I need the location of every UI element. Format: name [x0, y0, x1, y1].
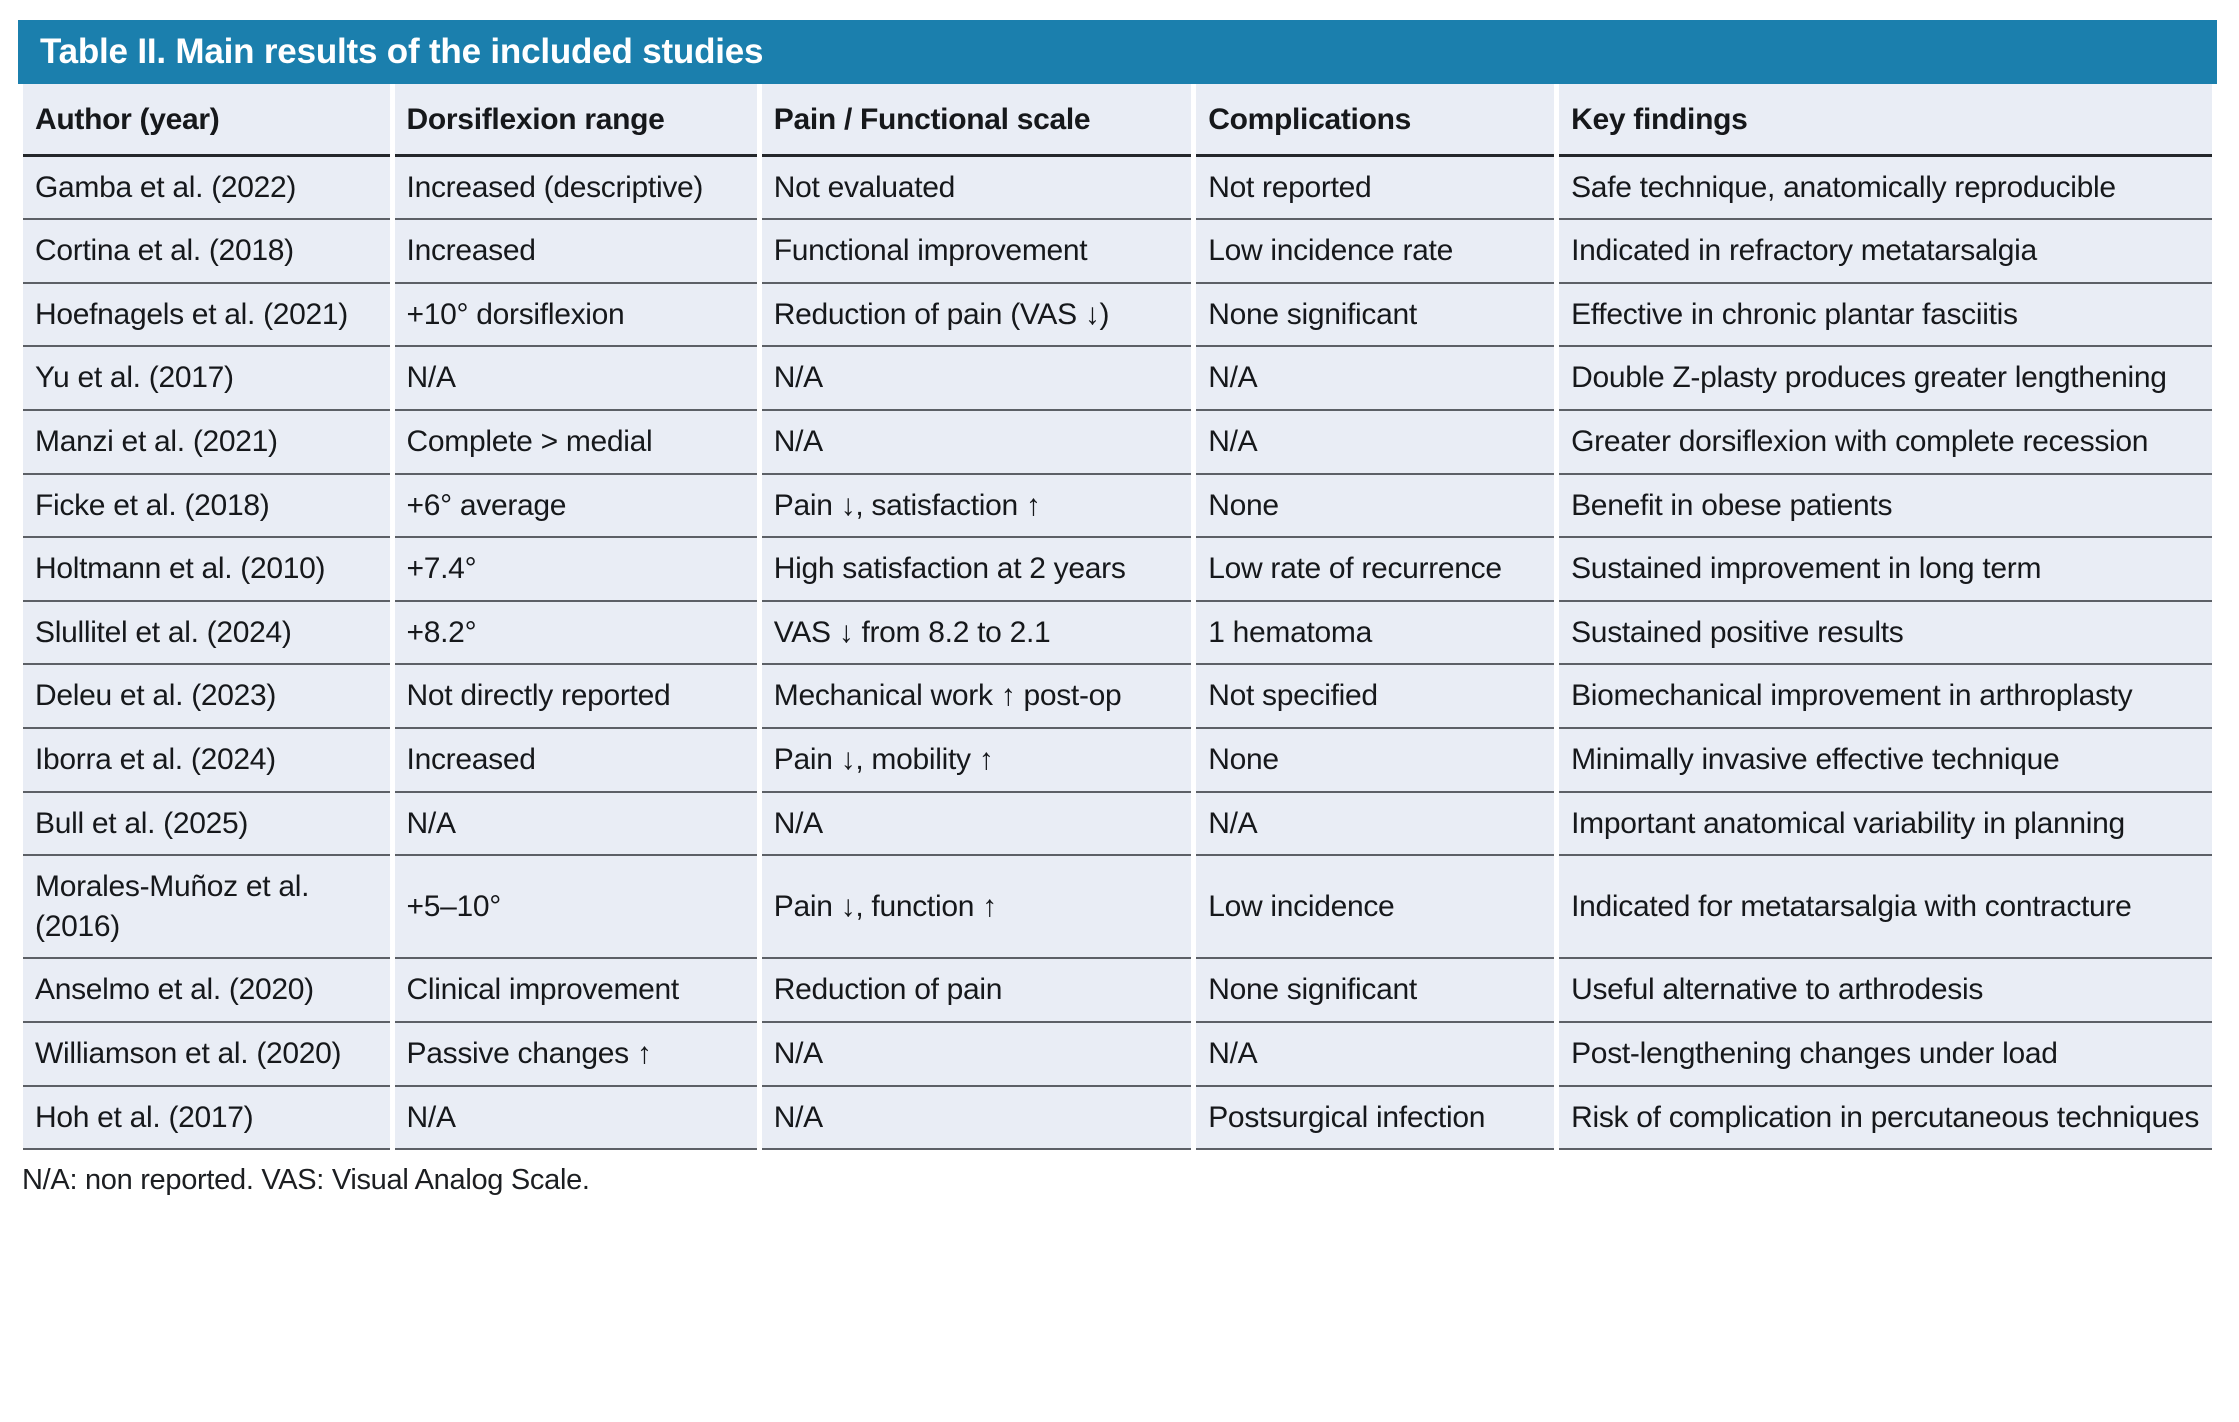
cell-key-findings: Sustained improvement in long term [1559, 538, 2212, 602]
cell-key-findings: Post-lengthening changes under load [1559, 1023, 2212, 1087]
cell-complications: N/A [1196, 411, 1554, 475]
cell-key-findings: Effective in chronic plantar fasciitis [1559, 284, 2212, 348]
column-header: Dorsiflexion range [395, 84, 757, 157]
cell-author: Williamson et al. (2020) [23, 1023, 390, 1087]
cell-dorsiflexion-range: N/A [395, 347, 757, 411]
cell-author: Holtmann et al. (2010) [23, 538, 390, 602]
cell-author: Cortina et al. (2018) [23, 220, 390, 284]
cell-pain-functional-scale: N/A [762, 1023, 1191, 1087]
cell-complications: None [1196, 729, 1554, 793]
cell-dorsiflexion-range: Passive changes ↑ [395, 1023, 757, 1087]
cell-author: Deleu et al. (2023) [23, 665, 390, 729]
table-row [23, 411, 2212, 475]
cell-key-findings: Important anatomical variability in planning [1559, 793, 2212, 857]
table-row [23, 729, 2212, 793]
cell-pain-functional-scale: Functional improvement [762, 220, 1191, 284]
cell-key-findings: Benefit in obese patients [1559, 475, 2212, 539]
table-title: Table II. Main results of the included studies [18, 20, 2217, 84]
cell-complications: Low rate of recurrence [1196, 538, 1554, 602]
cell-dorsiflexion-range: Increased [395, 220, 757, 284]
cell-key-findings: Useful alternative to arthrodesis [1559, 959, 2212, 1023]
cell-author: Iborra et al. (2024) [23, 729, 390, 793]
cell-complications: Low incidence [1196, 856, 1554, 959]
table-row [23, 959, 2212, 1023]
cell-author: Slullitel et al. (2024) [23, 602, 390, 666]
table-row [23, 347, 2212, 411]
cell-complications: N/A [1196, 347, 1554, 411]
cell-pain-functional-scale: Pain ↓, function ↑ [762, 856, 1191, 959]
cell-dorsiflexion-range: Not directly reported [395, 665, 757, 729]
cell-key-findings: Indicated for metatarsalgia with contracture [1559, 856, 2212, 959]
cell-author: Hoh et al. (2017) [23, 1087, 390, 1151]
column-header: Key findings [1559, 84, 2212, 157]
cell-complications: N/A [1196, 1023, 1554, 1087]
cell-pain-functional-scale: N/A [762, 793, 1191, 857]
table-row [23, 220, 2212, 284]
cell-pain-functional-scale: N/A [762, 1087, 1191, 1151]
table-row [23, 157, 2212, 221]
table-row [23, 856, 2212, 959]
table-row [23, 793, 2212, 857]
cell-pain-functional-scale: N/A [762, 347, 1191, 411]
cell-author: Anselmo et al. (2020) [23, 959, 390, 1023]
cell-author: Morales-Muñoz et al. (2016) [23, 856, 390, 959]
cell-dorsiflexion-range: Clinical improvement [395, 959, 757, 1023]
table-row [23, 665, 2212, 729]
cell-pain-functional-scale: N/A [762, 411, 1191, 475]
cell-author: Manzi et al. (2021) [23, 411, 390, 475]
cell-dorsiflexion-range: Complete > medial [395, 411, 757, 475]
cell-complications: None [1196, 475, 1554, 539]
cell-complications: None significant [1196, 959, 1554, 1023]
cell-key-findings: Safe technique, anatomically reproducible [1559, 157, 2212, 221]
cell-pain-functional-scale: Pain ↓, satisfaction ↑ [762, 475, 1191, 539]
table-row [23, 284, 2212, 348]
cell-dorsiflexion-range: +8.2° [395, 602, 757, 666]
cell-author: Ficke et al. (2018) [23, 475, 390, 539]
cell-pain-functional-scale: Reduction of pain (VAS ↓) [762, 284, 1191, 348]
studies-table [18, 84, 2217, 1150]
cell-key-findings: Risk of complication in percutaneous techniques [1559, 1087, 2212, 1151]
cell-author: Hoefnagels et al. (2021) [23, 284, 390, 348]
table-row [23, 538, 2212, 602]
header-row [23, 84, 2212, 157]
cell-dorsiflexion-range: N/A [395, 793, 757, 857]
cell-complications: 1 hematoma [1196, 602, 1554, 666]
cell-complications: Postsurgical infection [1196, 1087, 1554, 1151]
cell-author: Gamba et al. (2022) [23, 157, 390, 221]
cell-dorsiflexion-range: +6° average [395, 475, 757, 539]
cell-dorsiflexion-range: +10° dorsiflexion [395, 284, 757, 348]
cell-pain-functional-scale: Mechanical work ↑ post-op [762, 665, 1191, 729]
table-row [23, 1087, 2212, 1151]
cell-author: Bull et al. (2025) [23, 793, 390, 857]
cell-dorsiflexion-range: N/A [395, 1087, 757, 1151]
cell-pain-functional-scale: VAS ↓ from 8.2 to 2.1 [762, 602, 1191, 666]
cell-key-findings: Biomechanical improvement in arthroplasty [1559, 665, 2212, 729]
cell-complications: Not reported [1196, 157, 1554, 221]
table-row [23, 602, 2212, 666]
cell-dorsiflexion-range: Increased [395, 729, 757, 793]
column-header: Complications [1196, 84, 1554, 157]
cell-author: Yu et al. (2017) [23, 347, 390, 411]
cell-pain-functional-scale: High satisfaction at 2 years [762, 538, 1191, 602]
cell-key-findings: Double Z-plasty produces greater lengthening [1559, 347, 2212, 411]
results-table [18, 20, 2217, 1150]
cell-dorsiflexion-range: +7.4° [395, 538, 757, 602]
cell-key-findings: Sustained positive results [1559, 602, 2212, 666]
table-body [23, 157, 2212, 1151]
column-header: Pain / Functional scale [762, 84, 1191, 157]
cell-complications: N/A [1196, 793, 1554, 857]
cell-key-findings: Indicated in refractory metatarsalgia [1559, 220, 2212, 284]
table-footnote: N/A: non reported. VAS: Visual Analog Scale. [22, 1164, 590, 1197]
cell-complications: None significant [1196, 284, 1554, 348]
column-header: Author (year) [23, 84, 390, 157]
cell-dorsiflexion-range: Increased (descriptive) [395, 157, 757, 221]
cell-complications: Low incidence rate [1196, 220, 1554, 284]
cell-key-findings: Greater dorsiflexion with complete recession [1559, 411, 2212, 475]
cell-dorsiflexion-range: +5–10° [395, 856, 757, 959]
cell-key-findings: Minimally invasive effective technique [1559, 729, 2212, 793]
table-row [23, 1023, 2212, 1087]
table-row [23, 475, 2212, 539]
cell-complications: Not specified [1196, 665, 1554, 729]
cell-pain-functional-scale: Not evaluated [762, 157, 1191, 221]
cell-pain-functional-scale: Pain ↓, mobility ↑ [762, 729, 1191, 793]
cell-pain-functional-scale: Reduction of pain [762, 959, 1191, 1023]
